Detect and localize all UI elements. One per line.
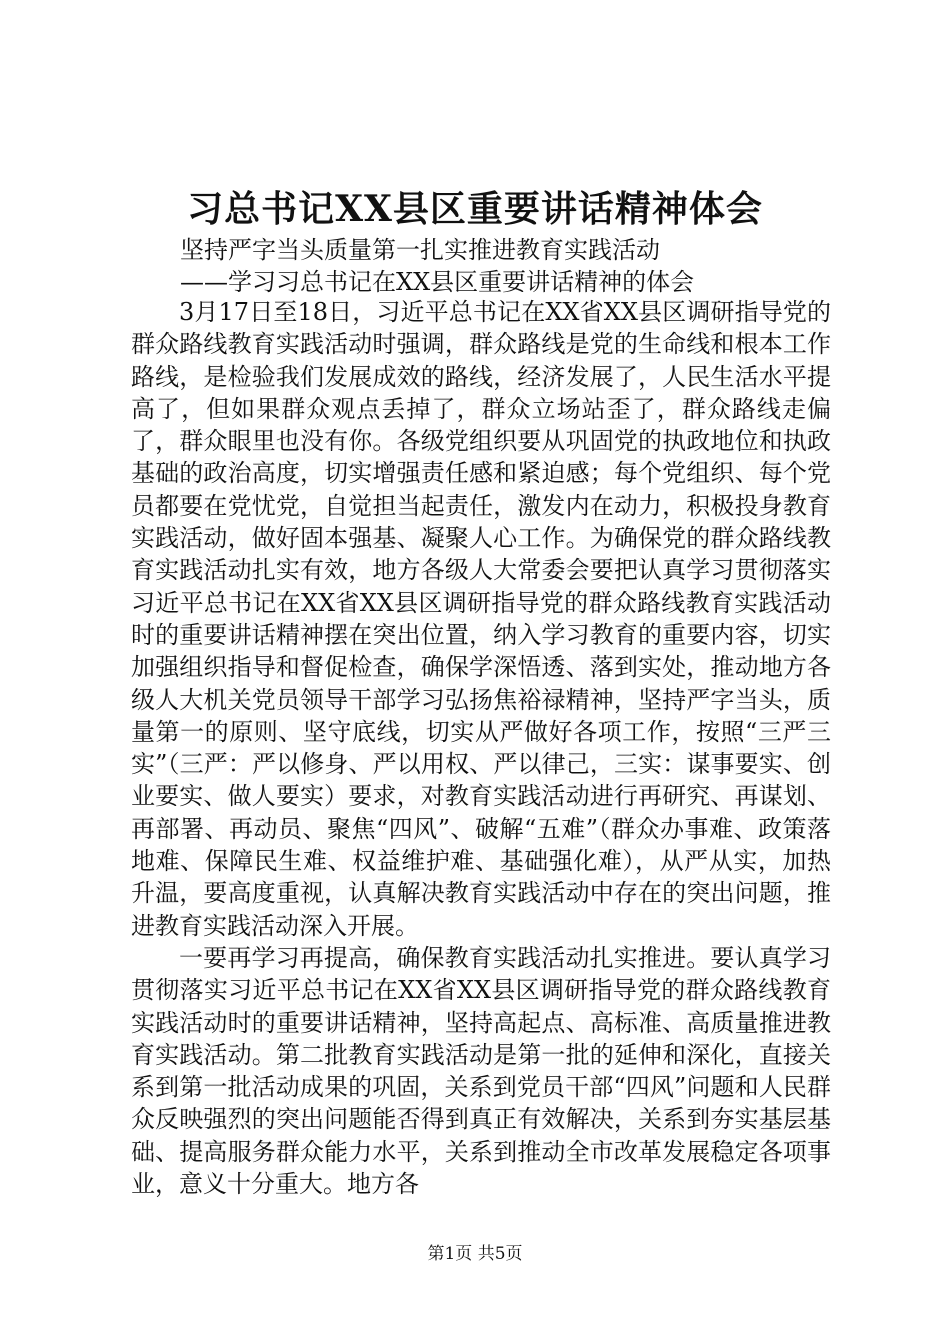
page-number-footer: 第1页 共5页 — [427, 1244, 523, 1264]
body-paragraph-2: 一要再学习再提高，确保教育实践活动扎实推进。要认真学习贯彻落实习近平总书记在XX省XX县区调研指导党的群众路线教育实践活动时的重要讲话精神，坚持高起点、高标准、高质量推进教育实践活动。第二批教育实践活动是第一批的延伸和深化，直接关系到第一批活动成果的巩固，关系到党员干部“四风”问题和人民群众反映强烈的突出问题能否得到真正有效解决，关系到夯实基层基础、提高服务群众能力水平，关系到推动全市改革发展稳定各项事业，意义十分重大。地方各 — [131, 943, 831, 1199]
document-subtitle: 坚持严字当头质量第一扎实推进教育实践活动 — [180, 236, 660, 264]
body-paragraph-1: 3月17日至18日，习近平总书记在XX省XX县区调研指导党的群众路线教育实践活动时强调，群众路线是党的生命线和根本工作路线，是检验我们发展成效的路线，经济发展了，人民生活水平提高了，但如果群众观点丢掉了，群众立场站歪了，群众路线走偏了，群众眼里也没有你。各级党组织要从巩固党的执政地位和执政基础的政治高度，切实增强责任感和紧迫感；每个党组织、每个党员都要在党忧党，自觉担当起责任，激发内在动力，积极投身教育实践活动，做好固本强基、凝聚人心工作。为确保党的群众路线教育实践活动扎实有效，地方各级人大常委会要把认真学习贯彻落实习近平总书记在XX省XX县区调研指导党的群众路线教育实践活动时的重要讲话精神摆在突出位置，纳入学习教育的重要内容，切实加强组织指导和督促检查，确保学深悟透、落到实处，推动地方各级人大机关党员领导干部学习弘扬焦裕禄精神，坚持严字当头，质量第一的原则、坚守底线，切实从严做好各项工作，按照“三严三实”（三严：严以修身、严以用权、严以律己，三实：谋事要实、创业要实、做人要实）要求，对教育实践活动进行再研究、再谋划、再部署、再动员、聚焦“四风”、破解“五难”（群众办事难、政策落地难、保障民生难、权益维护难、基础强化难），从严从实，加热升温，要高度重视，认真解决教育实践活动中存在的突出问题，推进教育实践活动深入开展。 — [131, 298, 831, 940]
document-title: 习总书记XX县区重要讲话精神体会 — [187, 188, 763, 230]
document-subheading: ——学习习总书记在XX县区重要讲话精神的体会 — [180, 268, 695, 296]
document-body — [131, 296, 831, 1200]
